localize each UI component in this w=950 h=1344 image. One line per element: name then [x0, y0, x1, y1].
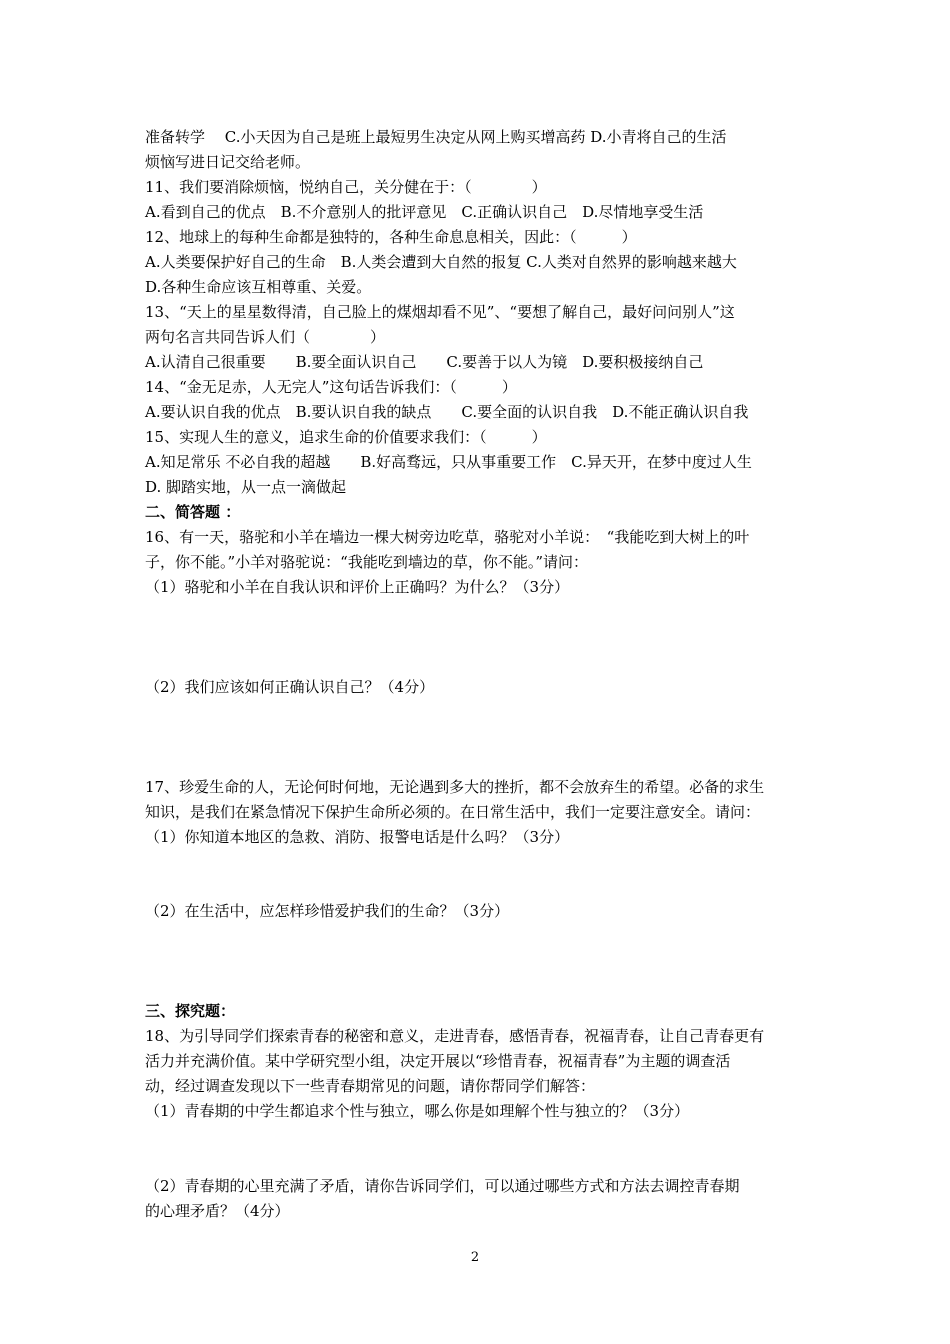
question-17-part-1: （1）你知道本地区的急救、消防、报警电话是什么吗？（3分） [145, 828, 570, 846]
options-13: A.认清自己很重要 B.要全面认识自己 C.要善于以人为镜 D.要积极接纳自己 [145, 353, 704, 371]
options-12-cont: D.各种生命应该互相尊重、关爱。 [145, 278, 372, 296]
options-11: A.看到自己的优点 B.不介意别人的批评意见 C.正确认识自己 D.尽情地享受生活 [145, 203, 704, 221]
question-15: 15、实现人生的意义，追求生命的价值要求我们：（ ） [145, 428, 547, 446]
page-number: 2 [470, 1250, 480, 1265]
question-18-part-1: （1）青春期的中学生都追求个性与独立，哪么你是如理解个性与独立的？（3分） [145, 1102, 690, 1120]
question-18-part-2-cont: 的心理矛盾？（4分） [145, 1202, 290, 1220]
question-16-part-1: （1）骆驼和小羊在自我认识和评价上正确吗？为什么？（3分） [145, 578, 570, 596]
question-16-part-2: （2）我们应该如何正确认识自己？（4分） [145, 678, 435, 696]
text-line: 烦恼写进日记交给老师。 [145, 153, 311, 171]
question-16-cont: 子，你不能。”小羊对骆驼说：“我能吃到墙边的草，你不能。”请问： [145, 553, 589, 571]
options-15: A.知足常乐 不必自我的超越 B.好高骛远，只从事重要工作 C.异天开，在梦中度过人生 [145, 453, 752, 471]
options-15-cont: D. 脚踏实地，从一点一滴做起 [145, 478, 347, 496]
question-18: 18、为引导同学们探索青春的秘密和意义，走进青春，感悟青春，祝福青春，让自己青春更有 [145, 1027, 765, 1045]
question-13: 13、“天上的星星数得清，自己脸上的煤烟却看不见”、“要想了解自己，最好问问别人”这 [145, 303, 735, 321]
question-18-cont-2: 动，经过调查发现以下一些青春期常见的问题，请你帮同学们解答： [145, 1077, 596, 1095]
section-heading-short-answer: 二、简答题 ： [145, 503, 241, 521]
text-line: 准备转学 C.小天因为自己是班上最短男生决定从网上购买增高药 D.小青将自己的生活 [145, 128, 727, 146]
options-14: A.要认识自我的优点 B.要认识自我的缺点 C.要全面的认识自我 D.不能正确认识自我 [145, 403, 749, 421]
question-14: 14、“金无足赤，人无完人”这句话告诉我们：（ ） [145, 378, 517, 396]
question-16: 16、有一天，骆驼和小羊在墙边一棵大树旁边吃草，骆驼对小羊说： “我能吃到大树上的叶 [145, 528, 750, 546]
question-18-part-2: （2）青春期的心里充满了矛盾，请你告诉同学们，可以通过哪些方式和方法去调控青春期 [145, 1177, 740, 1195]
question-13-cont: 两句名言共同告诉人们（ ） [145, 328, 386, 346]
question-17-part-2: （2）在生活中，应怎样珍惜爱护我们的生命？（3分） [145, 902, 510, 920]
section-heading-inquiry: 三、探究题： [145, 1002, 236, 1020]
options-12: A.人类要保护好自己的生命 B.人类会遭到大自然的报复 C.人类对自然界的影响越来越大 [145, 253, 737, 271]
question-11: 11、我们要消除烦恼，悦纳自己，关分健在于：（ ） [145, 178, 547, 196]
question-18-cont-1: 活力并充满价值。某中学研究型小组，决定开展以“珍惜青春，祝福青春”为主题的调查活 [145, 1052, 731, 1070]
question-17: 17、珍爱生命的人，无论何时何地，无论遇到多大的挫折，都不会放弃生的希望。必备的求生 [145, 778, 765, 796]
question-17-cont: 知识，是我们在紧急情况下保护生命所必须的。在日常生活中，我们一定要注意安全。请问： [145, 803, 761, 821]
question-12: 12、地球上的每种生命都是独特的，各种生命息息相关，因此：（ ） [145, 228, 637, 246]
